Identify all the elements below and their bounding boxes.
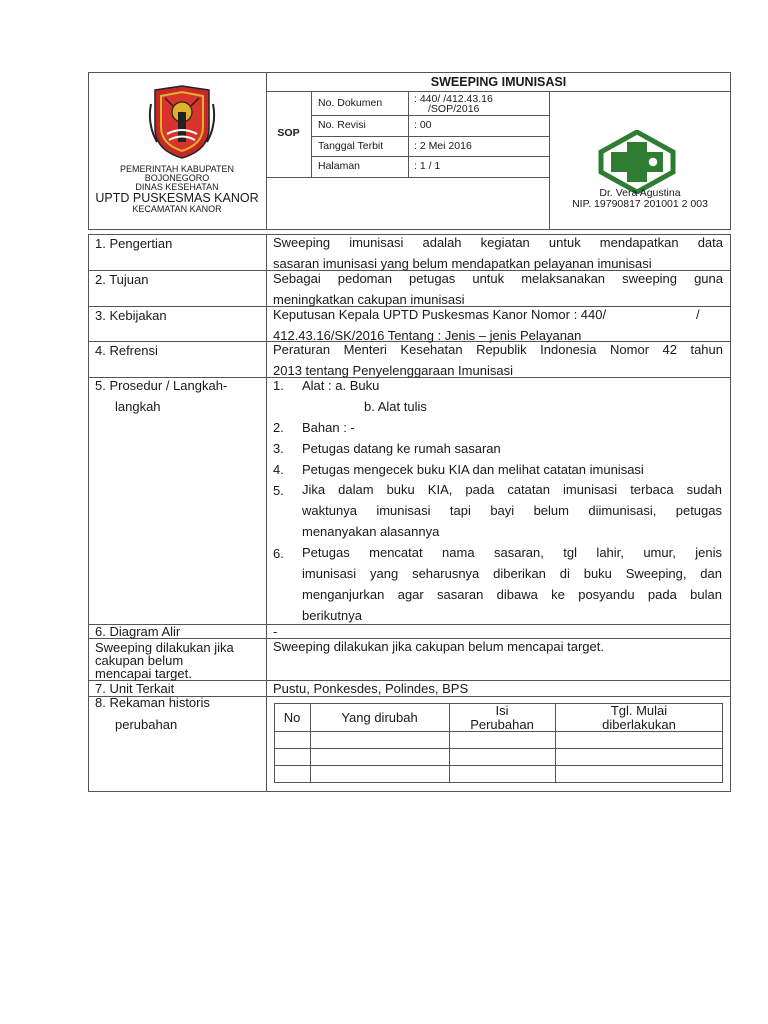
step-number: 5.	[273, 483, 284, 498]
document-title: SWEEPING IMUNISASI	[430, 75, 567, 89]
sweeping-note-right: Sweeping dilakukan jika cakupan belum mencapai target.	[273, 639, 604, 654]
divider	[274, 765, 723, 766]
divider	[266, 91, 731, 92]
text-line: meningkatkan cakupan imunisasi	[273, 292, 465, 307]
sweeping-note-left: Sweeping dilakukan jika	[95, 640, 234, 655]
signer-nip: NIP. 19790817 201001 2 003	[572, 198, 708, 210]
divider	[266, 72, 267, 230]
text-line: menganjurkan agar sasaran dibawa ke posyandu pada bulan	[302, 587, 722, 602]
history-header-yang-dirubah: Yang dirubah	[341, 710, 418, 725]
text-line: Sweeping imunisasi adalah kegiatan untuk mendapatkan data	[273, 235, 723, 250]
step-text	[302, 542, 722, 626]
meta-label: Tanggal Terbit	[318, 140, 384, 152]
step-number: 1.	[273, 378, 284, 393]
text-line: Keputusan Kepala UPTD Puskesmas Kanor Nomor : 440/	[273, 307, 607, 322]
divider	[311, 115, 549, 116]
text-line: Sebagai pedoman petugas untuk melaksanakan sweeping guna	[273, 271, 723, 286]
text-line: /	[696, 307, 700, 322]
text-line: Peraturan Menteri Kesehatan Republik Indonesia Nomor 42 tahun	[273, 342, 723, 357]
meta-value: : 2 Mei 2016	[414, 140, 472, 152]
divider	[408, 91, 409, 177]
signer-name: Dr. Vera Agustina	[599, 187, 681, 199]
section-text-diagram: -	[273, 624, 278, 639]
section-label-prosedur: 5. Prosedur / Langkah-	[95, 378, 228, 393]
puskesmas-logo	[597, 130, 677, 194]
section-label-refrensi: 4. Refrensi	[95, 343, 158, 358]
divider	[266, 234, 267, 792]
step-text: Petugas mengecek buku KIA dan melihat catatan imunisasi	[302, 462, 644, 477]
section-label-rekaman: perubahan	[115, 717, 178, 732]
government-seal-logo	[147, 84, 217, 160]
section-label-pengertian: 1. Pengertian	[95, 236, 173, 251]
step-text: b. Alat tulis	[364, 399, 427, 414]
section-label-diagram: 6. Diagram Alir	[95, 624, 181, 639]
meta-label: No. Revisi	[318, 119, 366, 131]
history-header-tgl: Tgl. Mulai	[610, 703, 668, 718]
step-number: 3.	[273, 441, 284, 456]
section-text-refrensi	[273, 339, 723, 381]
divider	[274, 748, 723, 749]
divider	[311, 136, 549, 137]
institution-line: KECAMATAN KANOR	[132, 204, 222, 214]
divider	[311, 91, 312, 177]
meta-value: : 00	[414, 119, 432, 131]
step-text	[302, 479, 722, 542]
text-line: menanyakan alasannya	[302, 524, 440, 539]
institution-name: UPTD PUSKESMAS KANOR	[95, 191, 259, 205]
section-label-prosedur: langkah	[115, 399, 161, 414]
section-text-tujuan	[273, 268, 723, 310]
institution-line: BOJONEGORO	[144, 173, 210, 183]
sweeping-note-left: mencapai target.	[95, 666, 192, 681]
meta-label: Halaman	[318, 160, 361, 172]
meta-value: : 1 / 1	[414, 160, 441, 172]
meta-label: No. Dokumen	[318, 97, 383, 109]
text-line: imunisasi yang seharusnya diberikan di buku Sweeping, dan	[302, 566, 722, 581]
step-number: 6.	[273, 546, 284, 561]
step-text: Alat : a. Buku	[302, 378, 380, 393]
section-label-tujuan: 2. Tujuan	[95, 272, 149, 287]
step-text: Petugas datang ke rumah sasaran	[302, 441, 501, 456]
institution-line: PEMERINTAH KABUPATEN	[119, 164, 235, 174]
divider	[266, 177, 549, 178]
section-label-rekaman: 8. Rekaman historis	[95, 695, 210, 710]
sop-label: SOP	[277, 127, 300, 139]
section-label-kebijakan: 3. Kebijakan	[95, 308, 167, 323]
text-line: Petugas mencatat nama sasaran, tgl lahir, umur, jenis	[302, 545, 722, 560]
text-line: waktunya imunisasi tapi bayi belum diimunisasi, petugas	[302, 503, 722, 518]
history-header-isi: Perubahan	[470, 717, 534, 732]
step-text: Bahan : -	[302, 420, 355, 435]
history-header-isi: Isi	[495, 703, 509, 718]
text-line: sasaran imunisasi yang belum mendapatkan pelayanan imunisasi	[273, 256, 652, 271]
step-number: 2.	[273, 420, 284, 435]
meta-value: /SOP/2016	[428, 103, 480, 115]
text-line: Jika dalam buku KIA, pada catatan imunisasi terbaca sudah	[302, 482, 722, 497]
text-line: berikutnya	[302, 608, 362, 623]
text-line: 2013 tentang Penyelenggaraan Imunisasi	[273, 363, 513, 378]
text-line: 412.43.16/SK/2016 Tentang : Jenis – jenis Pelayanan	[273, 328, 582, 343]
section-text-unit-terkait: Pustu, Ponkesdes, Polindes, BPS	[273, 681, 469, 696]
meta-value: : 440/ /412.43.16	[414, 93, 493, 105]
section-label-unit-terkait: 7. Unit Terkait	[95, 681, 175, 696]
institution-line: DINAS KESEHATAN	[135, 182, 219, 192]
step-number: 4.	[273, 462, 284, 477]
sweeping-note-left: cakupan belum	[95, 653, 184, 668]
history-header-no: No	[283, 710, 301, 725]
divider	[311, 156, 549, 157]
history-header-tgl: diberlakukan	[602, 717, 676, 732]
